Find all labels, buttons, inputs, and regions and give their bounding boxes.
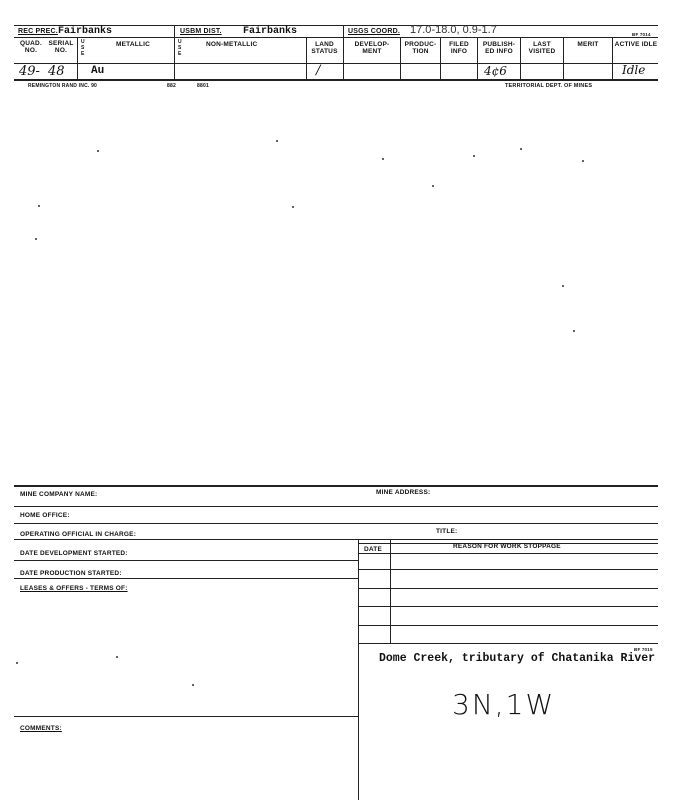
location-text: Dome Creek, tributary of Chatanika River (379, 652, 656, 665)
speck (562, 285, 564, 287)
rule (14, 716, 358, 717)
col-divider (343, 25, 344, 79)
usgs-coord-label: USGS COORD. (348, 28, 400, 35)
department-name: TERRITORIAL DEPT. OF MINES (505, 83, 593, 89)
mine-address-label: MINE ADDRESS: (376, 489, 431, 496)
col-development: DEVELOP-MENT (354, 41, 390, 55)
date-col-label: DATE (364, 546, 383, 553)
col-divider (477, 37, 478, 79)
col-serial-no: SERIAL NO. (48, 40, 74, 54)
rec-prec-value: Fairbanks (58, 26, 113, 37)
col-active-idle: ACTIVE IDLE (614, 41, 658, 48)
header-mid-rule (14, 37, 658, 38)
rule (14, 539, 658, 540)
speck (192, 684, 194, 686)
speck (292, 206, 294, 208)
col-last-visited: LAST VISITED (528, 41, 556, 55)
leases-offers-label: LEASES & OFFERS - TERMS OF: (20, 585, 128, 592)
printer-code-1: 882 (167, 83, 176, 89)
form-code-bottom: BF 7015 (634, 647, 653, 652)
row-active: Idle (622, 63, 646, 77)
speck (38, 205, 40, 207)
row-quad: 49- (19, 64, 40, 79)
speck (97, 150, 99, 152)
date-col-divider (390, 539, 391, 643)
handwritten-township-code: 3N,1W (452, 688, 556, 721)
col-non-metallic: NON-METALLIC (206, 41, 258, 48)
row-serial: 48 (48, 64, 65, 79)
speck (35, 238, 37, 240)
rule (14, 523, 658, 524)
rule (14, 560, 358, 561)
operating-official-label: OPERATING OFFICIAL IN CHARGE: (20, 531, 137, 538)
rule (358, 553, 658, 554)
usgs-coord-value: 17.0-18.0, 0.9-1.7 (410, 24, 497, 36)
rule (358, 569, 658, 570)
speck (473, 155, 475, 157)
rule (14, 506, 658, 507)
col-filed-info: FILED INFO (449, 41, 469, 55)
printer-code-2: 8801 (197, 83, 209, 89)
row-metallic: Au (91, 65, 105, 77)
col-production: PRODUC-TION (404, 41, 437, 55)
rec-prec-label: REC PREC. (18, 28, 58, 35)
rule (358, 606, 658, 607)
home-office-label: HOME OFFICE: (20, 512, 70, 519)
row-land-status: / (316, 63, 321, 78)
col-use-nonmetallic-prefix: U S E (178, 39, 182, 57)
row-bottom-rule (14, 79, 658, 81)
col-published-info: PUBLISH-ED INFO (482, 41, 516, 55)
usbm-dist-label: USBM DIST. (180, 28, 222, 35)
rule (14, 578, 358, 579)
col-divider (77, 37, 78, 79)
col-divider (400, 37, 401, 79)
speck (382, 158, 384, 160)
rule (358, 643, 658, 644)
lower-top-rule (14, 485, 658, 487)
col-land-status: LAND STATUS (311, 41, 338, 55)
col-quad-no: QUAD. NO. (20, 40, 42, 54)
col-divider (440, 37, 441, 79)
usbm-dist-value: Fairbanks (243, 26, 298, 37)
form-code-top: BF 7014 (632, 32, 651, 37)
row-top-rule (14, 63, 658, 64)
rule (358, 625, 658, 626)
speck (276, 140, 278, 142)
col-divider (174, 25, 175, 79)
right-table-left-edge (358, 539, 359, 800)
mine-company-name-label: MINE COMPANY NAME: (20, 491, 98, 498)
speck (16, 662, 18, 664)
col-metallic: METALLIC (116, 41, 150, 48)
speck (582, 160, 584, 162)
speck (573, 330, 575, 332)
col-merit: MERIT (577, 41, 599, 48)
col-divider (563, 37, 564, 79)
comments-label: COMMENTS: (20, 725, 62, 732)
printer-name: REMINGTON RAND INC. 90 (28, 83, 98, 89)
speck (116, 656, 118, 658)
col-divider (520, 37, 521, 79)
rule (358, 588, 658, 589)
col-divider (612, 37, 613, 79)
speck (432, 185, 434, 187)
reason-col-label: REASON FOR WORK STOPPAGE (453, 543, 561, 550)
title-label: TITLE: (436, 528, 458, 535)
date-dev-started-label: DATE DEVELOPMENT STARTED: (20, 550, 128, 557)
row-published: 4¢6 (484, 64, 507, 78)
speck (520, 148, 522, 150)
date-prod-started-label: DATE PRODUCTION STARTED: (20, 570, 122, 577)
col-use-metallic-prefix: U S E (81, 39, 85, 57)
